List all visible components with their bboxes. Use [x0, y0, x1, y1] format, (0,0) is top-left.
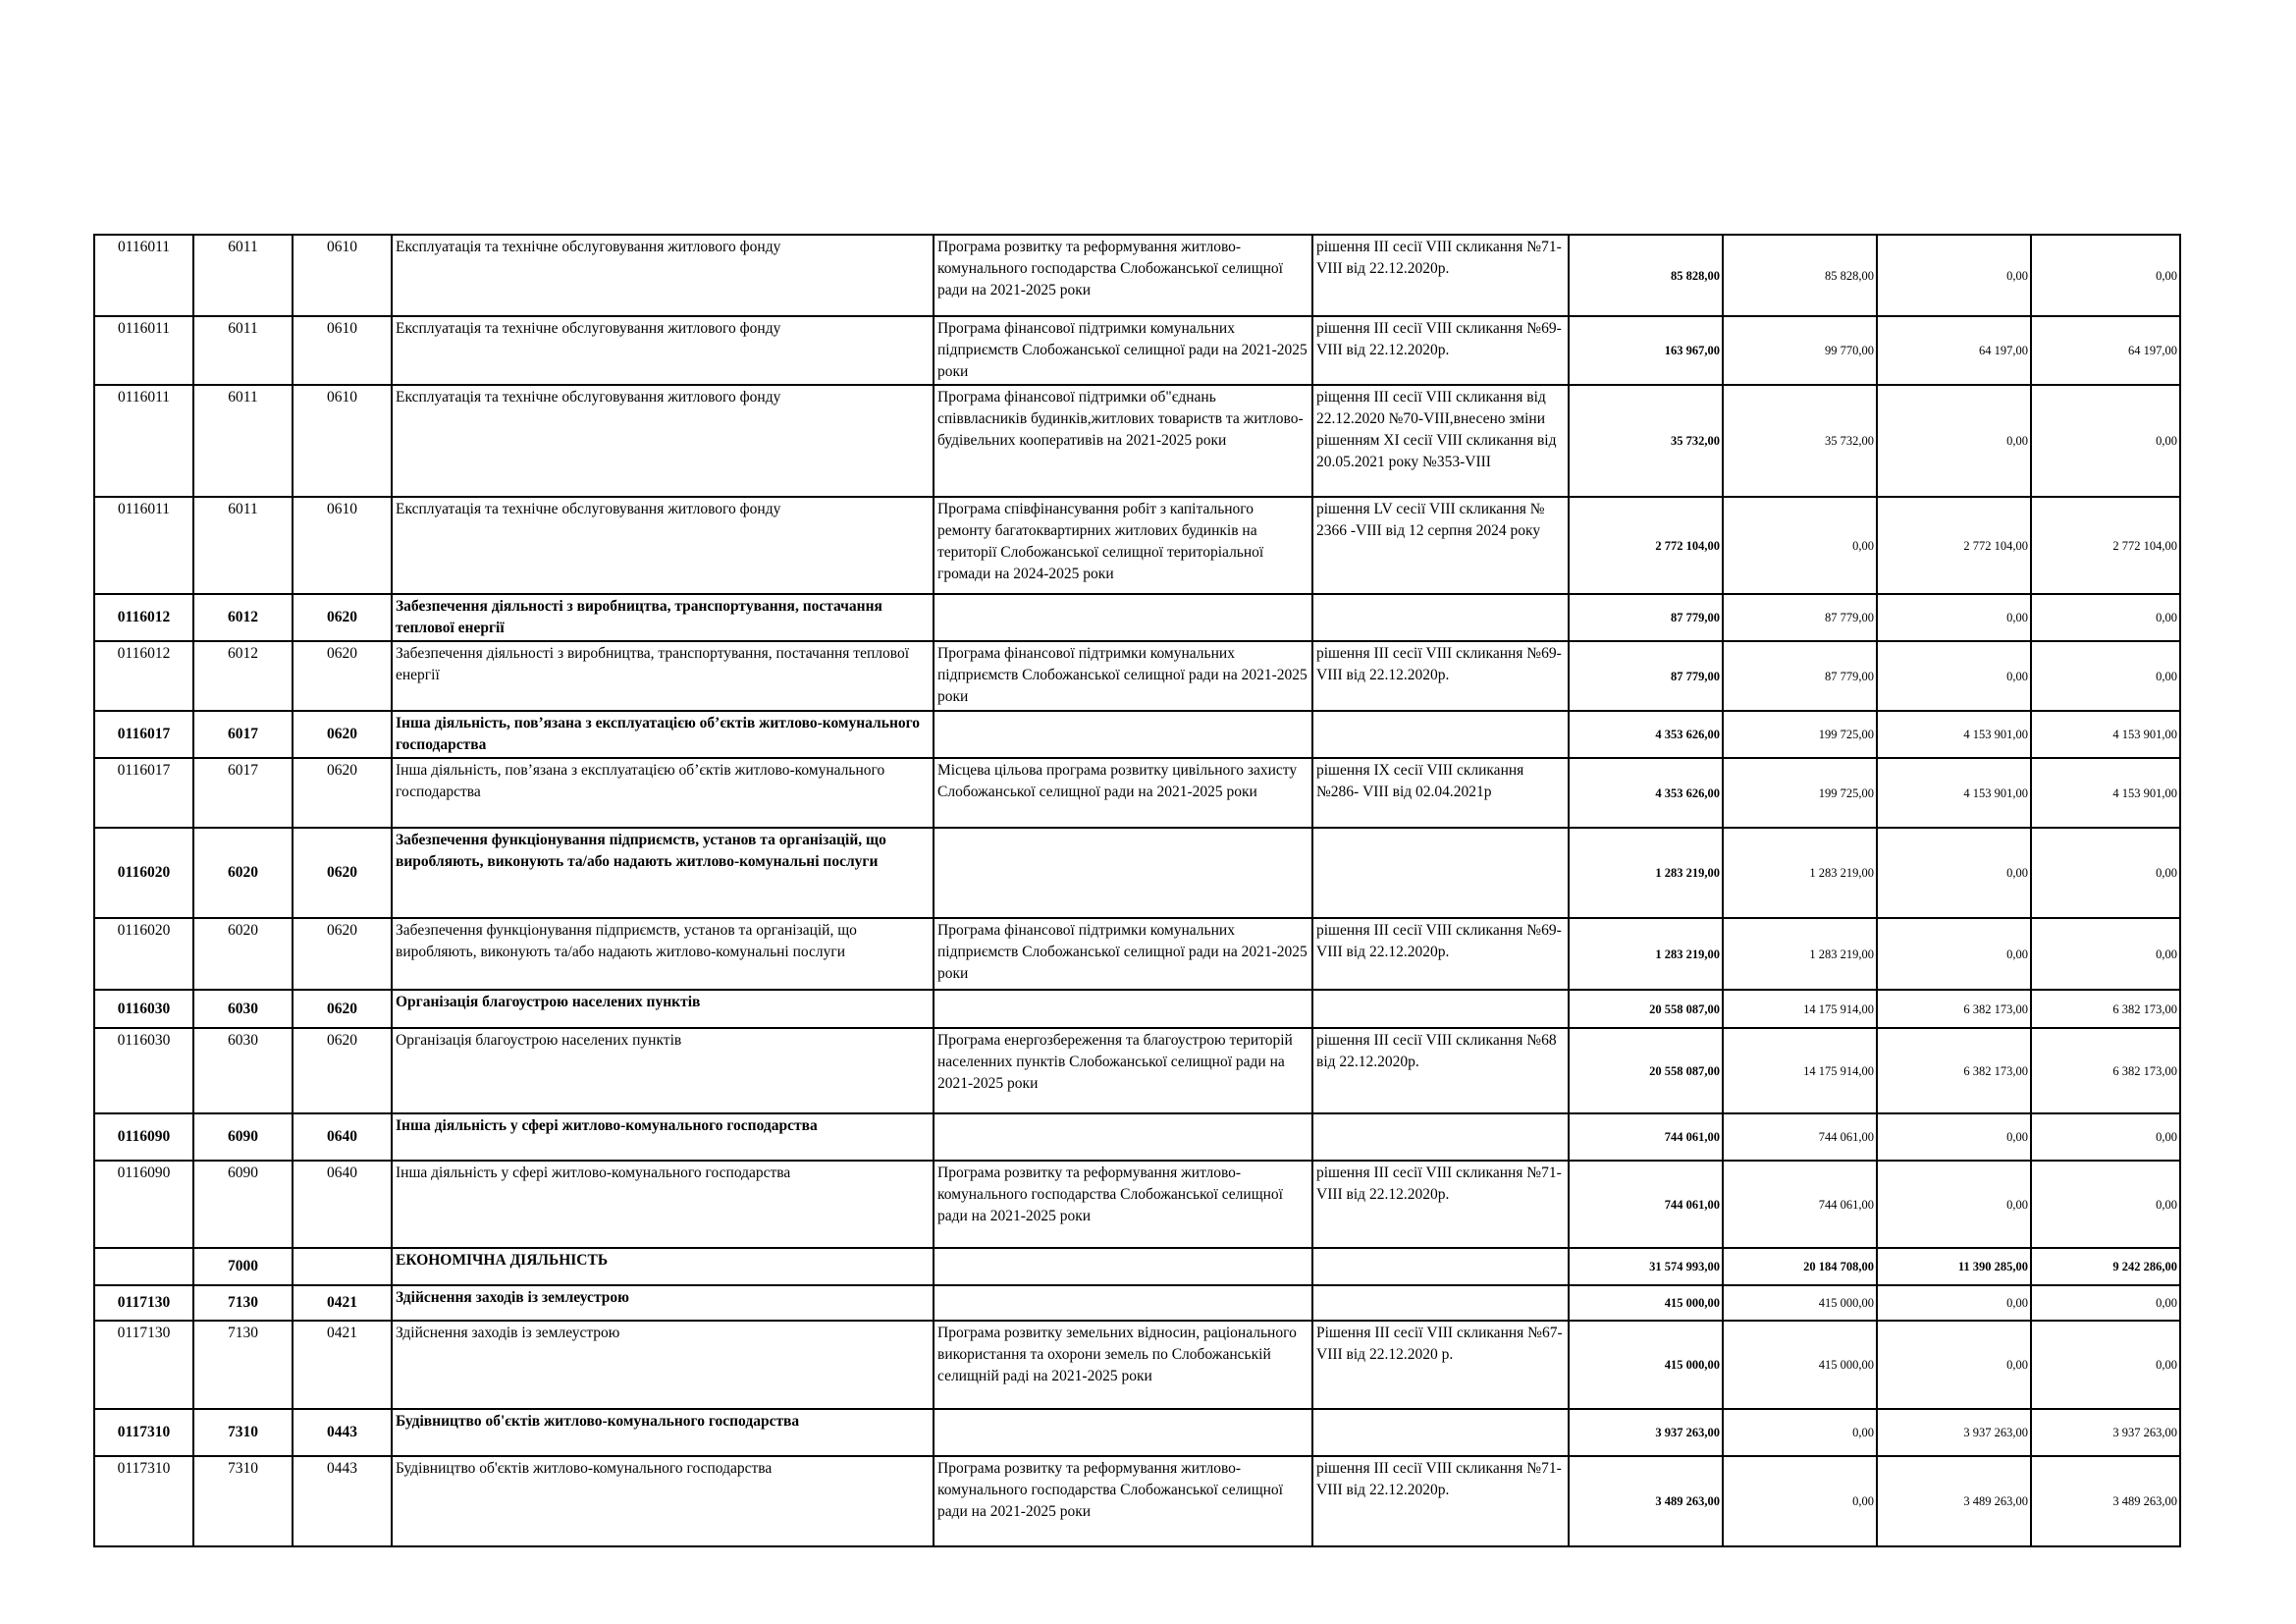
kfk-cell: 7310	[193, 1409, 293, 1456]
development-budget-cell: 0,00	[2031, 1285, 2180, 1321]
total-amount-cell: 87 779,00	[1569, 594, 1723, 641]
local-program-cell: Програма розвитку та реформування житлово-комунального господарства Слобожанської селищної ради на 2021-2025 роки	[934, 1161, 1312, 1248]
table-row	[94, 1321, 2180, 1409]
kf-cell: 0620	[293, 594, 392, 641]
decision-cell	[1312, 1285, 1569, 1321]
general-fund-cell: 14 175 914,00	[1723, 1028, 1877, 1113]
general-fund-cell: 744 061,00	[1723, 1161, 1877, 1248]
program-name-cell: Експлуатація та технічне обслуговування житлового фонду	[392, 497, 934, 594]
general-fund-cell: 0,00	[1723, 1409, 1877, 1456]
special-fund-cell: 3 489 263,00	[1877, 1456, 2031, 1546]
kpk-cell: 0117310	[94, 1456, 193, 1546]
kf-cell: 0443	[293, 1456, 392, 1546]
program-name-cell: Інша діяльність, пов’язана з експлуатацією об’єктів житлово-комунального господарства	[392, 711, 934, 758]
total-amount-cell: 87 779,00	[1569, 641, 1723, 711]
general-fund-cell: 1 283 219,00	[1723, 918, 1877, 990]
table-row	[94, 594, 2180, 641]
kfk-cell: 6020	[193, 828, 293, 918]
decision-cell	[1312, 1113, 1569, 1161]
kfk-cell: 6011	[193, 316, 293, 385]
kpk-cell: 0116020	[94, 828, 193, 918]
local-program-cell: Програма фінансової підтримки об"єднань співвласників будинків,житлових товариств та житлово-будівельних кооперативів на 2021-2025 роки	[934, 385, 1312, 497]
kfk-cell: 6020	[193, 918, 293, 990]
development-budget-cell: 0,00	[2031, 235, 2180, 316]
table-row	[94, 1028, 2180, 1113]
development-budget-cell: 6 382 173,00	[2031, 1028, 2180, 1113]
program-name-cell: Забезпечення діяльності з виробництва, транспортування, постачання теплової енергії	[392, 641, 934, 711]
kf-cell: 0421	[293, 1285, 392, 1321]
general-fund-cell: 35 732,00	[1723, 385, 1877, 497]
decision-cell: ріщення ІІІ сесії VIII скликання від 22.12.2020 №70-VIII,внесено зміни рішенням ХІ сесії VIII скликання від 20.05.2021 року №353-VIII	[1312, 385, 1569, 497]
development-budget-cell: 9 242 286,00	[2031, 1248, 2180, 1285]
table-row	[94, 1113, 2180, 1161]
total-amount-cell: 3 489 263,00	[1569, 1456, 1723, 1546]
total-amount-cell: 3 937 263,00	[1569, 1409, 1723, 1456]
total-amount-cell: 2 772 104,00	[1569, 497, 1723, 594]
kpk-cell: 0116017	[94, 711, 193, 758]
kf-cell: 0610	[293, 497, 392, 594]
program-name-cell: Інша діяльність у сфері житлово-комунального господарства	[392, 1113, 934, 1161]
budget-program-table-container	[93, 234, 2179, 1547]
program-name-cell: Експлуатація та технічне обслуговування житлового фонду	[392, 385, 934, 497]
special-fund-cell: 0,00	[1877, 594, 2031, 641]
local-program-cell: Програма розвитку та реформування житлово-комунального господарства Слобожанської селищної ради на 2021-2025 роки	[934, 235, 1312, 316]
table-row	[94, 828, 2180, 918]
special-fund-cell: 2 772 104,00	[1877, 497, 2031, 594]
program-name-cell: Організація благоустрою населених пунктів	[392, 1028, 934, 1113]
local-program-cell	[934, 990, 1312, 1028]
table-row	[94, 316, 2180, 385]
kpk-cell: 0116011	[94, 316, 193, 385]
general-fund-cell: 199 725,00	[1723, 758, 1877, 828]
special-fund-cell: 0,00	[1877, 828, 2031, 918]
kfk-cell: 6030	[193, 1028, 293, 1113]
general-fund-cell: 99 770,00	[1723, 316, 1877, 385]
table-row	[94, 918, 2180, 990]
kfk-cell: 6090	[193, 1161, 293, 1248]
kf-cell	[293, 1248, 392, 1285]
local-program-cell	[934, 1113, 1312, 1161]
program-name-cell: Інша діяльність, пов’язана з експлуатацією об’єктів житлово-комунального господарства	[392, 758, 934, 828]
kpk-cell: 0116030	[94, 1028, 193, 1113]
kpk-cell: 0116011	[94, 385, 193, 497]
decision-cell: рішення ІІІ сесії VIII скликання №69- VIII від 22.12.2020р.	[1312, 641, 1569, 711]
total-amount-cell: 35 732,00	[1569, 385, 1723, 497]
general-fund-cell: 0,00	[1723, 1456, 1877, 1546]
decision-cell: рішення ІІІ сесії VIII скликання №68 від 22.12.2020р.	[1312, 1028, 1569, 1113]
total-amount-cell: 415 000,00	[1569, 1321, 1723, 1409]
decision-cell: рішення ІІІ сесії VIII скликання №71- VIII від 22.12.2020р.	[1312, 1161, 1569, 1248]
decision-cell	[1312, 990, 1569, 1028]
kfk-cell: 7130	[193, 1321, 293, 1409]
special-fund-cell: 6 382 173,00	[1877, 1028, 2031, 1113]
total-amount-cell: 20 558 087,00	[1569, 990, 1723, 1028]
kfk-cell: 7000	[193, 1248, 293, 1285]
development-budget-cell: 3 937 263,00	[2031, 1409, 2180, 1456]
total-amount-cell: 1 283 219,00	[1569, 828, 1723, 918]
program-name-cell: Здійснення заходів із землеустрою	[392, 1285, 934, 1321]
decision-cell: рішення LV сесії VIII скликання № 2366 -VIII від 12 серпня 2024 року	[1312, 497, 1569, 594]
general-fund-cell: 744 061,00	[1723, 1113, 1877, 1161]
special-fund-cell: 0,00	[1877, 1161, 2031, 1248]
special-fund-cell: 64 197,00	[1877, 316, 2031, 385]
development-budget-cell: 6 382 173,00	[2031, 990, 2180, 1028]
kfk-cell: 6012	[193, 594, 293, 641]
decision-cell: рішення ІІІ сесії VIII скликання №71- VIII від 22.12.2020р.	[1312, 235, 1569, 316]
kf-cell: 0620	[293, 758, 392, 828]
kf-cell: 0610	[293, 316, 392, 385]
special-fund-cell: 0,00	[1877, 641, 2031, 711]
budget-program-table	[93, 234, 2181, 1547]
total-amount-cell: 415 000,00	[1569, 1285, 1723, 1321]
total-amount-cell: 4 353 626,00	[1569, 711, 1723, 758]
local-program-cell	[934, 828, 1312, 918]
kf-cell: 0421	[293, 1321, 392, 1409]
program-name-cell: Експлуатація та технічне обслуговування житлового фонду	[392, 235, 934, 316]
total-amount-cell: 163 967,00	[1569, 316, 1723, 385]
decision-cell: рішення ІІІ сесії VIII скликання №71- VIII від 22.12.2020р.	[1312, 1456, 1569, 1546]
local-program-cell: Програма розвитку земельних відносин, раціонального використання та охорони земель по Слобожанській селищній раді на 2021-2025 роки	[934, 1321, 1312, 1409]
local-program-cell	[934, 711, 1312, 758]
development-budget-cell: 2 772 104,00	[2031, 497, 2180, 594]
kpk-cell	[94, 1248, 193, 1285]
kpk-cell: 0116020	[94, 918, 193, 990]
general-fund-cell: 87 779,00	[1723, 641, 1877, 711]
decision-cell	[1312, 828, 1569, 918]
kpk-cell: 0116017	[94, 758, 193, 828]
general-fund-cell: 415 000,00	[1723, 1321, 1877, 1409]
table-row	[94, 758, 2180, 828]
kpk-cell: 0116090	[94, 1161, 193, 1248]
table-row	[94, 235, 2180, 316]
kfk-cell: 6017	[193, 711, 293, 758]
development-budget-cell: 4 153 901,00	[2031, 758, 2180, 828]
development-budget-cell: 0,00	[2031, 1161, 2180, 1248]
total-amount-cell: 744 061,00	[1569, 1161, 1723, 1248]
table-row	[94, 1248, 2180, 1285]
special-fund-cell: 11 390 285,00	[1877, 1248, 2031, 1285]
kf-cell: 0620	[293, 990, 392, 1028]
special-fund-cell: 4 153 901,00	[1877, 711, 2031, 758]
program-name-cell: ЕКОНОМІЧНА ДІЯЛЬНІСТЬ	[392, 1248, 934, 1285]
table-row	[94, 1409, 2180, 1456]
development-budget-cell: 3 489 263,00	[2031, 1456, 2180, 1546]
kfk-cell: 6090	[193, 1113, 293, 1161]
kpk-cell: 0116012	[94, 641, 193, 711]
special-fund-cell: 0,00	[1877, 1113, 2031, 1161]
table-row	[94, 711, 2180, 758]
decision-cell: рішення ІІІ сесії VIII скликання №69- VIII від 22.12.2020р.	[1312, 918, 1569, 990]
kf-cell: 0443	[293, 1409, 392, 1456]
local-program-cell	[934, 594, 1312, 641]
decision-cell: Рішення ІІІ сесії VIII скликання №67-VIII від 22.12.2020 р.	[1312, 1321, 1569, 1409]
program-name-cell: Експлуатація та технічне обслуговування житлового фонду	[392, 316, 934, 385]
general-fund-cell: 20 184 708,00	[1723, 1248, 1877, 1285]
table-row	[94, 641, 2180, 711]
development-budget-cell: 0,00	[2031, 828, 2180, 918]
decision-cell	[1312, 1248, 1569, 1285]
table-body	[94, 235, 2180, 1546]
general-fund-cell: 0,00	[1723, 497, 1877, 594]
local-program-cell	[934, 1409, 1312, 1456]
program-name-cell: Будівництво об'єктів житлово-комунального господарства	[392, 1456, 934, 1546]
decision-cell	[1312, 594, 1569, 641]
kpk-cell: 0117130	[94, 1285, 193, 1321]
general-fund-cell: 415 000,00	[1723, 1285, 1877, 1321]
special-fund-cell: 0,00	[1877, 1321, 2031, 1409]
kf-cell: 0640	[293, 1113, 392, 1161]
general-fund-cell: 85 828,00	[1723, 235, 1877, 316]
special-fund-cell: 6 382 173,00	[1877, 990, 2031, 1028]
local-program-cell	[934, 1285, 1312, 1321]
development-budget-cell: 4 153 901,00	[2031, 711, 2180, 758]
special-fund-cell: 4 153 901,00	[1877, 758, 2031, 828]
kpk-cell: 0116030	[94, 990, 193, 1028]
kfk-cell: 6012	[193, 641, 293, 711]
total-amount-cell: 4 353 626,00	[1569, 758, 1723, 828]
kpk-cell: 0116011	[94, 235, 193, 316]
development-budget-cell: 0,00	[2031, 641, 2180, 711]
decision-cell: рішення IX сесії VIII скликання №286- VIII від 02.04.2021р	[1312, 758, 1569, 828]
kpk-cell: 0117310	[94, 1409, 193, 1456]
decision-cell	[1312, 1409, 1569, 1456]
kfk-cell: 6011	[193, 497, 293, 594]
development-budget-cell: 0,00	[2031, 594, 2180, 641]
local-program-cell	[934, 1248, 1312, 1285]
kfk-cell: 7130	[193, 1285, 293, 1321]
general-fund-cell: 1 283 219,00	[1723, 828, 1877, 918]
development-budget-cell: 0,00	[2031, 385, 2180, 497]
kfk-cell: 6011	[193, 235, 293, 316]
kfk-cell: 6030	[193, 990, 293, 1028]
total-amount-cell: 31 574 993,00	[1569, 1248, 1723, 1285]
program-name-cell: Організація благоустрою населених пунктів	[392, 990, 934, 1028]
table-row	[94, 497, 2180, 594]
program-name-cell: Будівництво об'єктів житлово-комунального господарства	[392, 1409, 934, 1456]
table-row	[94, 385, 2180, 497]
kfk-cell: 6011	[193, 385, 293, 497]
table-row	[94, 1161, 2180, 1248]
total-amount-cell: 20 558 087,00	[1569, 1028, 1723, 1113]
special-fund-cell: 0,00	[1877, 235, 2031, 316]
kpk-cell: 0116011	[94, 497, 193, 594]
total-amount-cell: 85 828,00	[1569, 235, 1723, 316]
development-budget-cell: 0,00	[2031, 1113, 2180, 1161]
development-budget-cell: 0,00	[2031, 918, 2180, 990]
program-name-cell: Забезпечення функціонування підприємств, установ та організацій, що виробляють, виконують та/або надають житлово-комунальні послуги	[392, 918, 934, 990]
table-row	[94, 990, 2180, 1028]
table-row	[94, 1456, 2180, 1546]
kf-cell: 0620	[293, 641, 392, 711]
program-name-cell: Забезпечення діяльності з виробництва, транспортування, постачання теплової енергії	[392, 594, 934, 641]
kf-cell: 0620	[293, 828, 392, 918]
local-program-cell: Програма енергозбереження та благоустрою територій населенних пунктів Слобожанської селищної ради на 2021-2025 роки	[934, 1028, 1312, 1113]
program-name-cell: Інша діяльність у сфері житлово-комунального господарства	[392, 1161, 934, 1248]
kf-cell: 0620	[293, 918, 392, 990]
table-row	[94, 1285, 2180, 1321]
general-fund-cell: 14 175 914,00	[1723, 990, 1877, 1028]
total-amount-cell: 1 283 219,00	[1569, 918, 1723, 990]
special-fund-cell: 0,00	[1877, 918, 2031, 990]
kf-cell: 0620	[293, 1028, 392, 1113]
kf-cell: 0640	[293, 1161, 392, 1248]
development-budget-cell: 0,00	[2031, 1321, 2180, 1409]
kpk-cell: 0116090	[94, 1113, 193, 1161]
special-fund-cell: 0,00	[1877, 385, 2031, 497]
kf-cell: 0610	[293, 235, 392, 316]
special-fund-cell: 0,00	[1877, 1285, 2031, 1321]
program-name-cell: Здійснення заходів із землеустрою	[392, 1321, 934, 1409]
local-program-cell: Програма розвитку та реформування житлово-комунального господарства Слобожанської селищної ради на 2021-2025 роки	[934, 1456, 1312, 1546]
kfk-cell: 6017	[193, 758, 293, 828]
local-program-cell: Програма фінансової підтримки комунальних підприємств Слобожанської селищної ради на 2021-2025 роки	[934, 918, 1312, 990]
kpk-cell: 0116012	[94, 594, 193, 641]
decision-cell: рішення ІІІ сесії VIII скликання №69- VIII від 22.12.2020р.	[1312, 316, 1569, 385]
special-fund-cell: 3 937 263,00	[1877, 1409, 2031, 1456]
development-budget-cell: 64 197,00	[2031, 316, 2180, 385]
local-program-cell: Місцева цільова програма розвитку цивільного захисту Слобожанської селищної ради на 2021-2025 роки	[934, 758, 1312, 828]
total-amount-cell: 744 061,00	[1569, 1113, 1723, 1161]
kf-cell: 0610	[293, 385, 392, 497]
general-fund-cell: 87 779,00	[1723, 594, 1877, 641]
local-program-cell: Програма фінансової підтримки комунальних підприємств Слобожанської селищної ради на 2021-2025 роки	[934, 641, 1312, 711]
kfk-cell: 7310	[193, 1456, 293, 1546]
kf-cell: 0620	[293, 711, 392, 758]
local-program-cell: Програма співфінансування робіт з капітального ремонту багатоквартирних житлових будинків на території Слобожанської селищної територіальної громади на 2024-2025 роки	[934, 497, 1312, 594]
kpk-cell: 0117130	[94, 1321, 193, 1409]
general-fund-cell: 199 725,00	[1723, 711, 1877, 758]
local-program-cell: Програма фінансової підтримки комунальних підприємств Слобожанської селищної ради на 2021-2025 роки	[934, 316, 1312, 385]
program-name-cell: Забезпечення функціонування підприємств, установ та організацій, що виробляють, виконують та/або надають житлово-комунальні послуги	[392, 828, 934, 918]
decision-cell	[1312, 711, 1569, 758]
